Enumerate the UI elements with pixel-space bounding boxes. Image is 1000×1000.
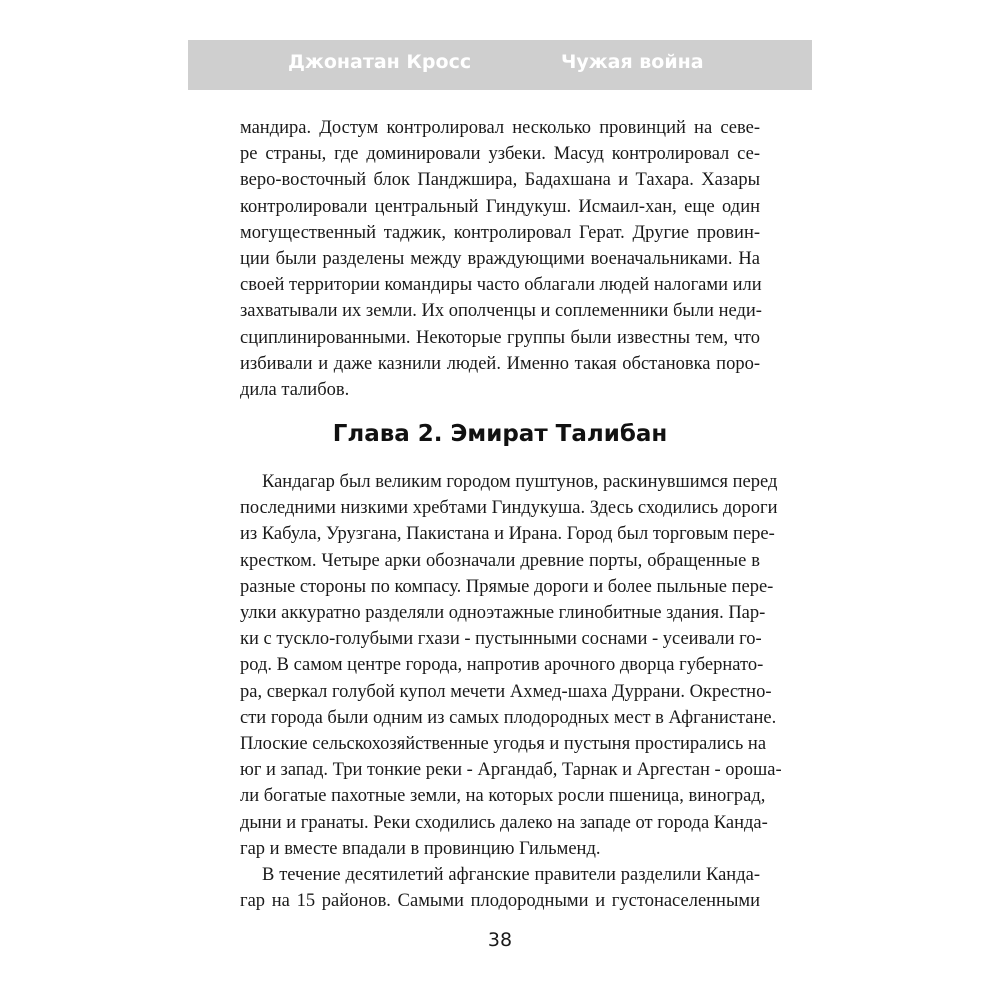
text-line: дила талибов. (240, 380, 350, 401)
text-line: из Кабула, Урузгана, Пакистана и Ирана. Город был торговым пере- (240, 524, 775, 545)
text-line: гар и вместе впадали в провинцию Гильменд. (240, 838, 601, 859)
text-line: улки аккуратно разделяли одноэтажные глинобитные здания. Пар- (240, 603, 766, 624)
text-line: разные стороны по компасу. Прямые дороги и более пыльные пере- (240, 576, 774, 597)
text-line: гар на 15 районов. Самыми плодородными и густонаселенными (240, 891, 760, 912)
text-line: последними низкими хребтами Гиндукуша. Здесь сходились дороги (240, 498, 778, 519)
running-header (188, 40, 812, 90)
header-book-title: Чужая война (561, 51, 704, 73)
text-line: ки с тускло-голубыми гхази - пустынными соснами - усеивали го- (240, 629, 762, 650)
text-line: род. В самом центре города, напротив арочного дворца губернато- (240, 655, 764, 676)
text-line: могущественный таджик, контролировал Герат. Другие провин- (240, 222, 760, 243)
text-line: ре страны, где доминировали узбеки. Масуд контролировал се- (240, 144, 760, 165)
text-line: захватывали их земли. Их ополченцы и соплеменники были неди- (240, 301, 762, 322)
text-line: ли богатые пахотные земли, на которых росли пшеница, виноград, (240, 786, 766, 807)
page-number: 38 (487, 929, 513, 951)
text-line: юг и запад. Три тонкие реки - Аргандаб, Тарнак и Аргестан - ороша- (240, 760, 782, 781)
text-line: В течение десятилетий афганские правители разделили Канда- (262, 865, 760, 886)
continuation-paragraph (240, 115, 760, 403)
text-line: мандира. Достум контролировал несколько провинций на севе- (240, 118, 760, 138)
text-line: ции были разделены между враждующими военачальниками. На (240, 249, 760, 270)
chapter-heading: Глава 2. Эмират Талибан (332, 421, 668, 447)
text-line: дыни и гранаты. Реки сходились далеко на западе от города Канда- (240, 812, 768, 833)
text-line: крестком. Четыре арки обозначали древние порты, обращенные в (240, 550, 760, 571)
text-line: веро-восточный блок Панджшира, Бадахшана и Тахара. Хазары (240, 170, 760, 191)
text-line: Кандагар был великим городом пуштунов, раскинувшимся перед (262, 472, 778, 492)
text-line: Плоские сельскохозяйственные угодья и пустыня простирались на (240, 734, 767, 755)
text-line: сти города были одним из самых плодородных мест в Афганистане. (240, 707, 777, 728)
text-line: сциплинированными. Некоторые группы были известны тем, что (240, 327, 760, 348)
text-line: своей территории командиры часто облагали людей налогами или (240, 275, 762, 296)
text-line: ра, сверкал голубой купол мечети Ахмед-шаха Дуррани. Окрестно- (240, 681, 772, 702)
text-line: избивали и даже казнили людей. Именно такая обстановка поро- (240, 353, 760, 374)
text-line: контролировали центральный Гиндукуш. Исмаил-хан, еще один (240, 196, 760, 217)
chapter-body (240, 469, 782, 914)
header-author: Джонатан Кросс (288, 51, 472, 73)
